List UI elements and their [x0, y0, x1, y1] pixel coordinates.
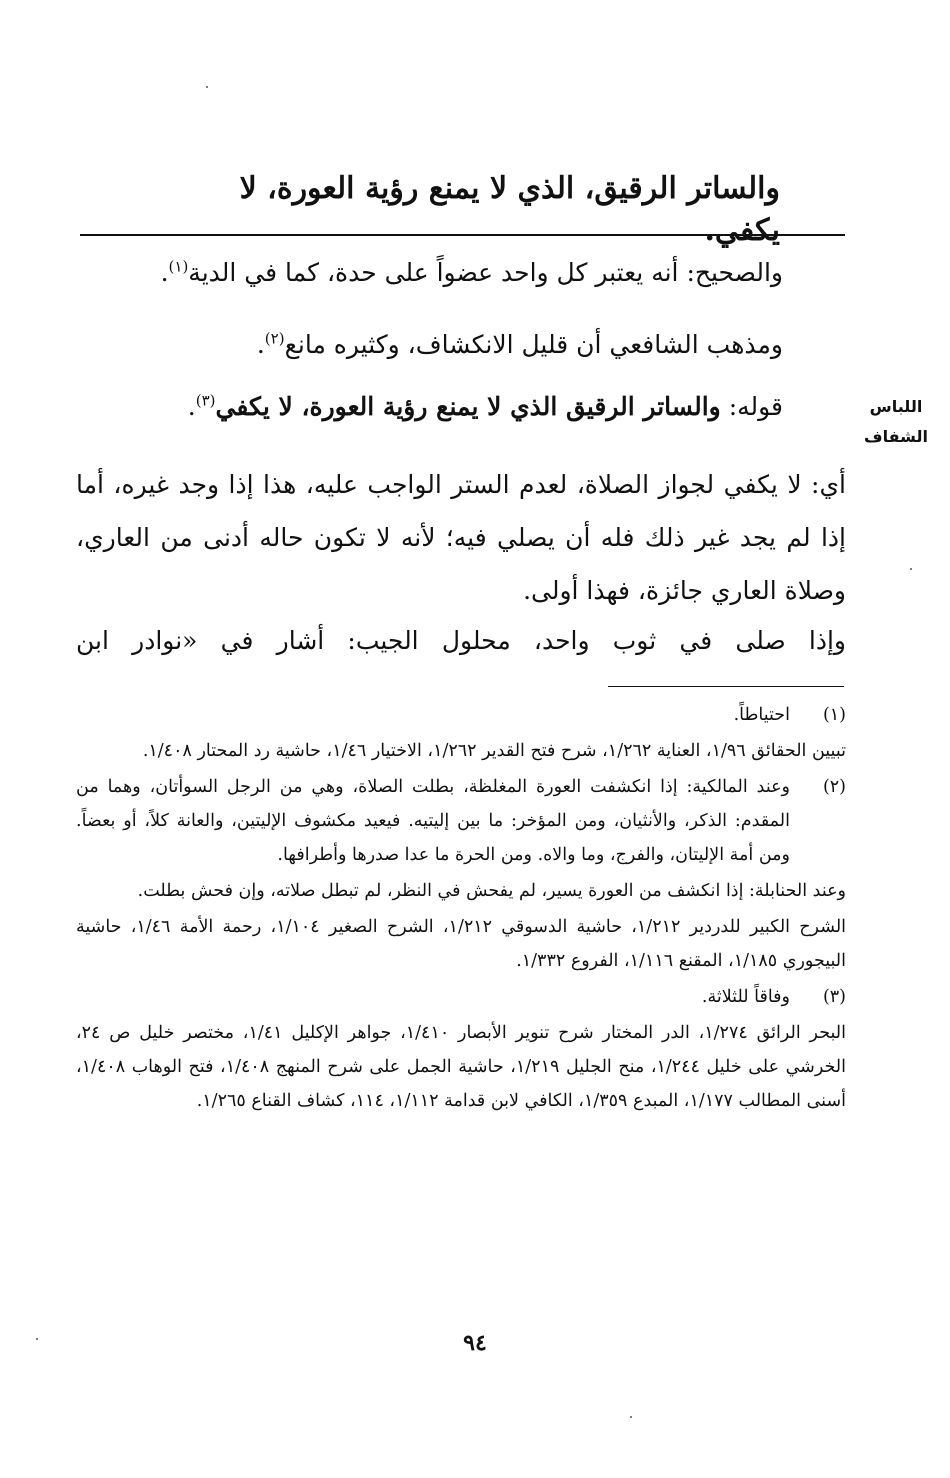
- footnote-2: [76, 770, 846, 978]
- period: .: [187, 392, 196, 421]
- running-header-title: والساتر الرقيق، الذي لا يمنع رؤية العورة، لا يكفي.: [239, 171, 780, 248]
- footnote-separator: [608, 686, 844, 687]
- footnote-text: وفاقاً للثلاثة.: [701, 987, 790, 1007]
- footnote-text: وعند المالكية: إذا انكشفت العورة المغلظة، بطلت الصلاة، وهي من الرجل السوأتان، وهما من المقدم: الذكر، والأنثيان، ومن المؤخر: ما بين إليتيه. فيعيد مكشوف الإليتين، والعانة كلاً، أو بعضاً. ومن أمة الإليتان، والفرج، وما والاه. ومن الحرة ما عدا صدرها وأطرافها.: [76, 777, 790, 865]
- margin-note-line-1: اللباس: [869, 397, 923, 416]
- quote-lead: قوله:: [728, 392, 783, 421]
- footnote-sources: الشرح الكبير للدردير ١/٢١٢، حاشية الدسوقي ١/٢١٢، الشرح الصغير ١/١٠٤، رحمة الأمة ١/٤٦، حاشية البيجوري ١/١٨٥، المقنع ١/١١٦، الفروع ١/٣٣٢.: [76, 917, 847, 971]
- footnote-ref-1: (١): [168, 257, 189, 276]
- footnote-ref-2: (٢): [264, 329, 285, 348]
- footnote-text: وعند الحنابلة: إذا انكشف من العورة يسير، لم يفحش في النظر، لم تبطل صلاته، وإن فحش بطلت.: [137, 881, 846, 901]
- scan-speck: [206, 86, 208, 88]
- scan-speck: [36, 1338, 38, 1340]
- footnote-number: (٣): [822, 987, 846, 1007]
- footnote-1: [76, 698, 846, 768]
- footnote-text: احتياطاً.: [733, 705, 790, 725]
- footnote-sources: تبيين الحقائق ١/٩٦، العناية ١/٢٦٢، شرح فتح القدير ١/٢٦٢، الاختيار ١/٤٦، حاشية رد المحتار ١/٤٠٨.: [142, 741, 846, 761]
- quoted-matn: والساتر الرقيق الذي لا يمنع رؤية العورة، لا يكفي: [215, 392, 721, 421]
- paragraph-text: ومذهب الشافعي أن قليل الانكشاف، وكثيره مانع: [284, 330, 783, 359]
- footnote-3: [76, 980, 846, 1118]
- period: .: [160, 258, 169, 287]
- period: .: [256, 330, 265, 359]
- header-divider: [80, 234, 845, 236]
- footnote-number: (١): [822, 705, 846, 725]
- footnote-number: (٢): [822, 777, 846, 797]
- paragraph-sahih: [78, 250, 783, 296]
- paragraph-quote: [78, 384, 783, 430]
- paragraph-continuation: وإذا صلى في ثوب واحد، محلول الجيب: أشار في «نوادر ابن: [76, 626, 846, 655]
- footnotes: [76, 698, 846, 1120]
- paragraph-text: والصحيح: أنه يعتبر كل واحد عضواً على حدة، كما في الدية: [188, 258, 783, 287]
- footnote-ref-3: (٣): [195, 391, 216, 410]
- margin-note-line-2: الشفاف: [864, 427, 928, 446]
- footnote-sources: البحر الرائق ١/٢٧٤، الدر المختار شرح تنوير الأبصار ١/٤١٠، جواهر الإكليل ١/٤١، مختصر خليل ص ٢٤، الخرشي على خليل ١/٢٤٤، منح الجليل ١/٢١٩، حاشية الجمل على شرح المنهج ١/٤٠٨، فتح الوهاب ١/٤٠٨، أسنى المطالب ١/١٧٧، المبدع ١/٣٥٩، الكافي لابن قدامة ١/١١٢، ١١٤، كشاف القناع ١/٢٦٥.: [76, 1023, 846, 1111]
- paragraph-explanation: أي: لا يكفي لجواز الصلاة، لعدم الستر الواجب عليه، هذا إذا وجد غيره، أما إذا لم يجد غير ذلك فله أن يصلي فيه؛ لأنه لا تكون حاله أدنى من العاري، وصلاة العاري جائزة، فهذا أولى.: [76, 470, 846, 605]
- scan-speck: [630, 1416, 632, 1418]
- scan-speck: [910, 568, 912, 570]
- paragraph-shafii: [78, 322, 783, 368]
- margin-note: [856, 392, 936, 452]
- page-number: ٩٤: [463, 1330, 487, 1356]
